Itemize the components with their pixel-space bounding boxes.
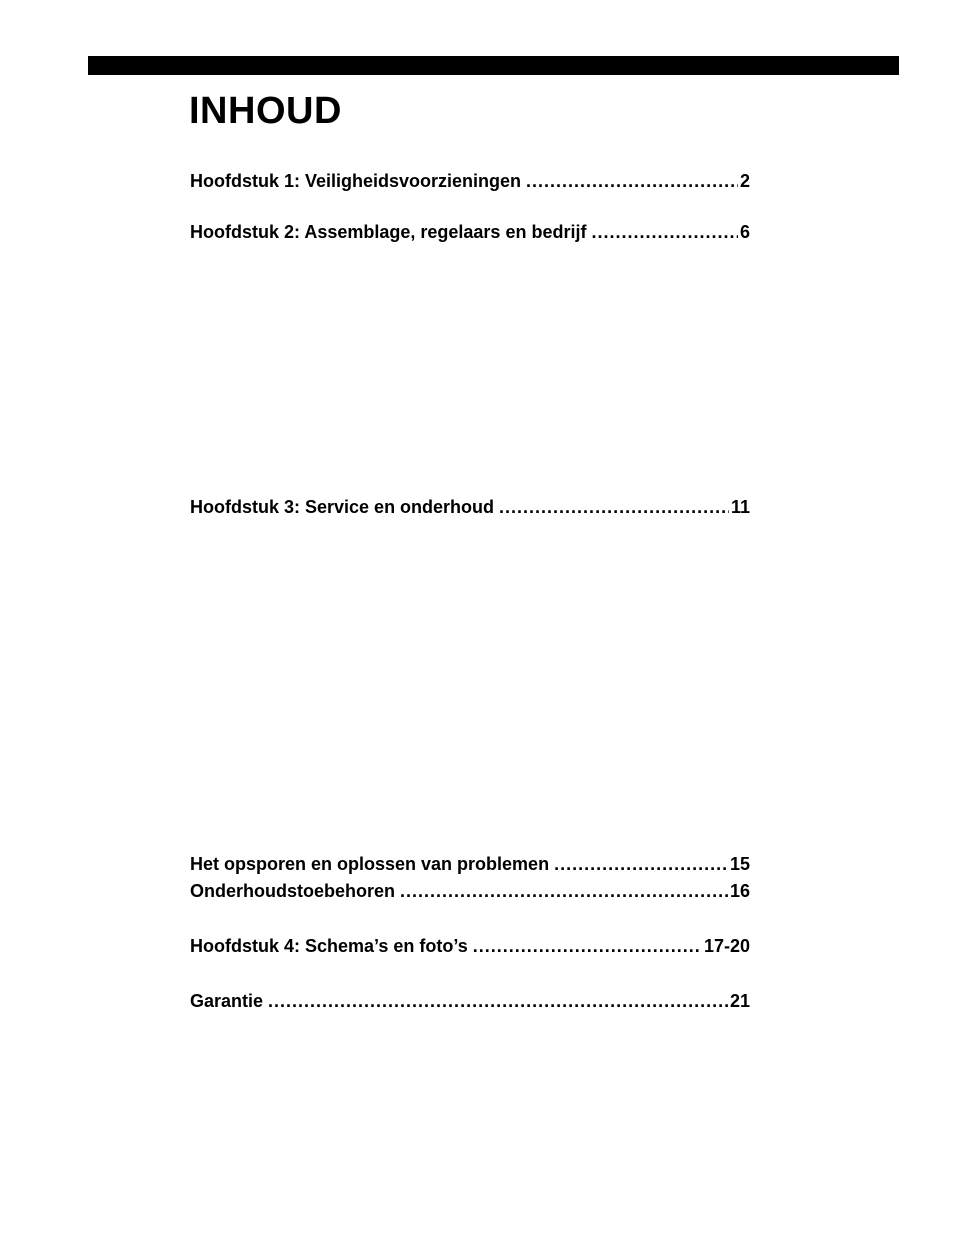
- toc-entry-page: 2: [739, 171, 750, 191]
- toc-entry-chapter-1[interactable]: [190, 169, 750, 193]
- toc-dot-leader: [499, 495, 729, 519]
- toc-entry-maintenance-accessories[interactable]: [190, 879, 750, 903]
- toc-entry-label: Hoofdstuk 3: Service en onderhoud: [190, 497, 495, 517]
- toc-entry-warranty[interactable]: [190, 989, 750, 1013]
- toc-dot-leader: [591, 220, 738, 244]
- toc-entry-label: Onderhoudstoebehoren: [190, 881, 396, 901]
- toc-entry-page: 11: [730, 497, 750, 517]
- toc-entry-page: 6: [739, 222, 750, 242]
- toc-entry-troubleshooting[interactable]: [190, 852, 750, 876]
- toc-entry-label: Het opsporen en oplossen van problemen: [190, 854, 550, 874]
- toc-entry-label: Hoofdstuk 1: Veiligheidsvoorzieningen: [190, 171, 522, 191]
- header-rule: [88, 56, 899, 75]
- toc-dot-leader: [268, 989, 728, 1013]
- toc-entry-page: 21: [729, 991, 750, 1011]
- toc-entry-label: Hoofdstuk 2: Assemblage, regelaars en bedrijf: [190, 222, 587, 242]
- toc-dot-leader: [526, 169, 738, 193]
- toc-entry-page: 16: [729, 881, 750, 901]
- toc-entry-page: 15: [729, 854, 750, 874]
- toc-entry-page: 17-20: [703, 936, 750, 956]
- toc-entry-chapter-4[interactable]: [190, 934, 750, 958]
- toc-dot-leader: [473, 934, 702, 958]
- toc-dot-leader: [400, 879, 728, 903]
- toc-entry-chapter-3[interactable]: [190, 495, 750, 519]
- page-title: INHOUD: [189, 90, 342, 132]
- toc-entry-chapter-2[interactable]: [190, 220, 750, 244]
- toc-entry-label: Garantie: [190, 991, 264, 1011]
- toc-dot-leader: [554, 852, 728, 876]
- toc-entry-label: Hoofdstuk 4: Schema’s en foto’s: [190, 936, 468, 956]
